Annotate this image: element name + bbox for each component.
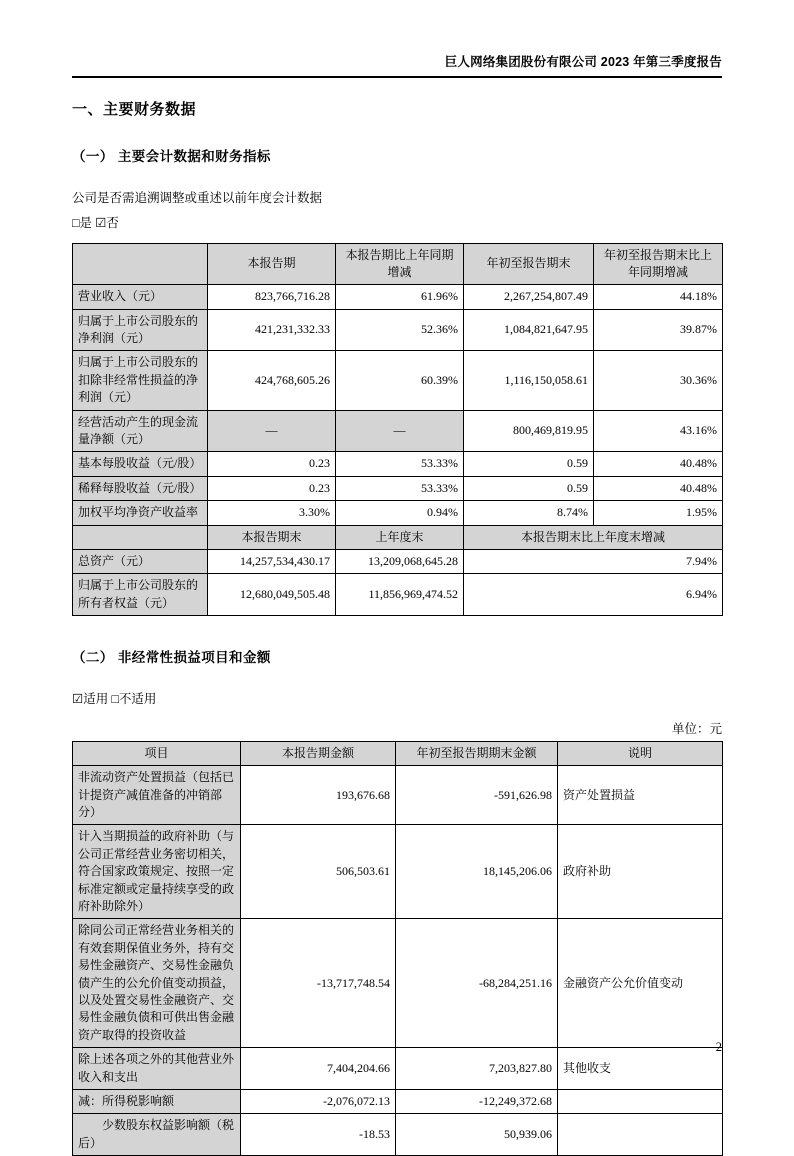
table-row [73, 1048, 723, 1090]
row-value-3: 1,084,821,647.95 [464, 309, 594, 351]
header-divider [72, 76, 722, 78]
row-value-4: 43.16% [594, 410, 723, 452]
row-label: 少数股东权益影响额（税后） [73, 1114, 241, 1156]
table1-header-0 [73, 243, 208, 285]
row-label: 减：所得税影响额 [73, 1089, 241, 1113]
row-value-4: 1.95% [594, 501, 723, 525]
running-header: 巨人网络集团股份有限公司 2023 年第三季度报告 [444, 55, 722, 69]
row-label: 营业收入（元） [73, 285, 208, 309]
retrospective-question: 公司是否需追溯调整或重述以前年度会计数据 [72, 191, 323, 205]
subsection-title-2: （二） 非经常性损益项目和金额 [72, 650, 271, 666]
row-description [558, 1114, 723, 1156]
row-value-2: -591,626.98 [396, 766, 558, 825]
row-label: 稀释每股收益（元/股） [73, 476, 208, 500]
row-value-3: 6.94% [464, 574, 723, 616]
row-value-2: 18,145,206.06 [396, 825, 558, 919]
row-value-2: 11,856,969,474.52 [336, 574, 464, 616]
table-row [73, 410, 723, 452]
row-label: 归属于上市公司股东的所有者权益（元） [73, 574, 208, 616]
table-header-row [73, 243, 723, 285]
row-value-1: 14,257,534,430.17 [208, 549, 336, 573]
row-value-4: 44.18% [594, 285, 723, 309]
row-value-1: -18.53 [241, 1114, 396, 1156]
table-header-row [73, 741, 723, 765]
table1-header-4: 年初至报告期末比上年同期增减 [594, 243, 723, 285]
table2-header-1: 本报告期金额 [241, 741, 396, 765]
table-row [73, 574, 723, 616]
table-row [73, 476, 723, 500]
spacer [72, 616, 722, 646]
table2-header-2: 年初至报告期期末金额 [396, 741, 558, 765]
applicable-answer[interactable]: ☑适用 □不适用 [72, 692, 157, 707]
row-value-1: 7,404,204.66 [241, 1048, 396, 1090]
table-row [73, 1114, 723, 1156]
page-number: 2 [715, 1040, 722, 1054]
row-label: 除上述各项之外的其他营业外收入和支出 [73, 1048, 241, 1090]
nonrecurring-items-table [72, 741, 723, 1156]
row-label: 加权平均净资产收益率 [73, 501, 208, 525]
row-value-2: 52.36% [336, 309, 464, 351]
row-value-3: 7.94% [464, 549, 723, 573]
row-value-2: 60.39% [336, 351, 464, 410]
main-financial-table [72, 243, 723, 617]
row-value-3: 0.59 [464, 452, 594, 476]
row-value-2: -12,249,372.68 [396, 1089, 558, 1113]
table-row [73, 549, 723, 573]
row-value-1: 12,680,049,505.48 [208, 574, 336, 616]
row-value-1: -13,717,748.54 [241, 919, 396, 1048]
row-value-4: 40.48% [594, 452, 723, 476]
table-row [73, 285, 723, 309]
row-label: 经营活动产生的现金流量净额（元） [73, 410, 208, 452]
row-label: 归属于上市公司股东的净利润（元） [73, 309, 208, 351]
row-value-2: 13,209,068,645.28 [336, 549, 464, 573]
row-value-2: — [336, 410, 464, 452]
row-value-3: 0.59 [464, 476, 594, 500]
row-description: 政府补助 [558, 825, 723, 919]
table1b-header-3: 本报告期末比上年度末增减 [464, 525, 723, 549]
page-content [72, 98, 722, 1156]
table-row [73, 351, 723, 410]
table-row [73, 766, 723, 825]
row-value-3: 8.74% [464, 501, 594, 525]
table-row [73, 452, 723, 476]
table-row [73, 501, 723, 525]
row-value-1: 424,768,605.26 [208, 351, 336, 410]
row-value-2: 61.96% [336, 285, 464, 309]
table-row [73, 825, 723, 919]
row-value-4: 30.36% [594, 351, 723, 410]
table1-header-3: 年初至报告期末 [464, 243, 594, 285]
table1b-header-2: 上年度末 [336, 525, 464, 549]
row-value-1: 3.30% [208, 501, 336, 525]
table1-header-1: 本报告期 [208, 243, 336, 285]
row-description: 金融资产公允价值变动 [558, 919, 723, 1048]
section-title: 一、主要财务数据 [72, 101, 197, 118]
row-value-1: 421,231,332.33 [208, 309, 336, 351]
table1-header-2: 本报告期比上年同期增减 [336, 243, 464, 285]
row-value-1: 193,676.68 [241, 766, 396, 825]
row-value-4: 39.87% [594, 309, 723, 351]
row-label: 基本每股收益（元/股） [73, 452, 208, 476]
row-value-2: -68,284,251.16 [396, 919, 558, 1048]
row-value-2: 53.33% [336, 452, 464, 476]
table2-header-0: 项目 [73, 741, 241, 765]
row-value-4: 40.48% [594, 476, 723, 500]
table-row [73, 309, 723, 351]
row-label: 非流动资产处置损益（包括已计提资产减值准备的冲销部分） [73, 766, 241, 825]
row-description: 其他收支 [558, 1048, 723, 1090]
row-description: 资产处置损益 [558, 766, 723, 825]
row-value-2: 0.94% [336, 501, 464, 525]
row-value-1: — [208, 410, 336, 452]
row-value-1: 0.23 [208, 452, 336, 476]
table-row [73, 1089, 723, 1113]
table2-header-3: 说明 [558, 741, 723, 765]
row-value-1: 506,503.61 [241, 825, 396, 919]
row-value-3: 1,116,150,058.61 [464, 351, 594, 410]
row-label: 计入当期损益的政府补助（与公司正常经营业务密切相关，符合国家政策规定、按照一定标准定额或定量持续享受的政府补助除外） [73, 825, 241, 919]
row-label: 总资产（元） [73, 549, 208, 573]
row-value-2: 7,203,827.80 [396, 1048, 558, 1090]
row-label: 除同公司正常经营业务相关的有效套期保值业务外，持有交易性金融资产、交易性金融负债产生的公允价值变动损益，以及处置交易性金融资产、交易性金融负债和可供出售金融资产取得的投资收益 [73, 919, 241, 1048]
table-row [73, 919, 723, 1048]
table1b-header-1: 本报告期末 [208, 525, 336, 549]
row-value-1: 0.23 [208, 476, 336, 500]
unit-label: 单位：元 [671, 721, 722, 736]
row-value-1: -2,076,072.13 [241, 1089, 396, 1113]
row-value-1: 823,766,716.28 [208, 285, 336, 309]
table1b-header-0 [73, 525, 208, 549]
row-label: 归属于上市公司股东的扣除非经常性损益的净利润（元） [73, 351, 208, 410]
row-value-2: 50,939.06 [396, 1114, 558, 1156]
retrospective-answer[interactable]: □是 ☑否 [72, 215, 119, 230]
table-header-row-2 [73, 525, 723, 549]
subsection-title-1: （一） 主要会计数据和财务指标 [72, 149, 271, 164]
row-value-2: 53.33% [336, 476, 464, 500]
row-value-3: 800,469,819.95 [464, 410, 594, 452]
row-value-3: 2,267,254,807.49 [464, 285, 594, 309]
row-description [558, 1089, 723, 1113]
